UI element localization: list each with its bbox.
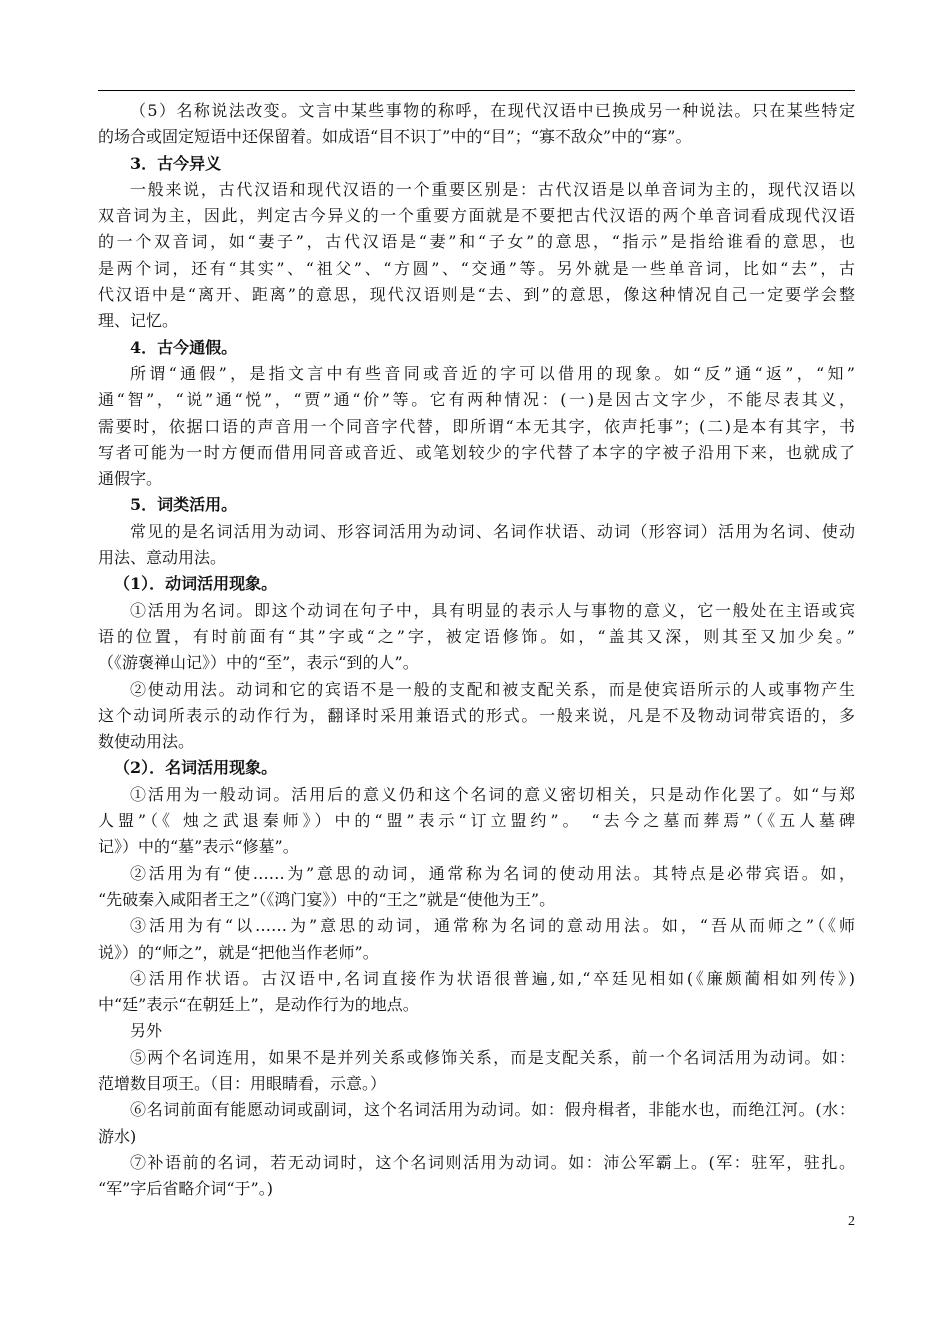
text-line: （5）名称说法改变。文言中某些事物的称呼，在现代汉语中已换成另一种说法。只在某些特定	[130, 101, 855, 120]
text-line: ③活用为有“以……为”意思的动词，通常称为名词的意动用法。如，“吾从而师之”（《师	[130, 916, 855, 936]
text-line: （《游褒禅山记》）中的“至”，表示“到的人”。	[98, 653, 419, 673]
text-line: 游水)	[98, 1126, 137, 1146]
text-line: （1）．动词活用现象。	[114, 574, 278, 594]
para-two-nouns	[98, 1045, 855, 1098]
text-line: ①活用为名词。即这个动词在句子中，具有明显的表示人与事物的意义，它一般处在主语或宾	[130, 600, 855, 620]
text-line: 说》）的“师之”，就是“把他当作老师”。	[98, 942, 379, 962]
text-line: 这个动词所表示的动作行为，翻译时采用兼语式的形式。一般来说，凡是不及物动词带宾语的，多	[98, 705, 855, 725]
heading-verb-flexibility	[98, 571, 855, 597]
para-also	[98, 1018, 855, 1044]
text-line: 常见的是名词活用为动词、形容词活用为动词、名词作状语、动词（形容词）活用为名词、使动	[130, 521, 855, 541]
text-line: 一般来说，古代汉语和现代汉语的一个重要区别是：古代汉语是以单音词为主的，现代汉语以	[130, 179, 855, 199]
para-noun-putative	[98, 913, 855, 966]
para-noun-before-complement	[98, 1150, 855, 1203]
text-line: 理、记忆。	[98, 311, 179, 331]
para-verb-as-noun	[98, 598, 855, 677]
page-number: 2	[848, 1214, 855, 1229]
para-noun-as-verb	[98, 782, 855, 861]
text-line: 记》）中的“墓”表示“修墓”。	[98, 837, 299, 857]
heading-ancient-modern-difference	[98, 151, 855, 177]
text-line: 4．古今通假。	[130, 337, 238, 357]
text-line: ②使动用法。动词和它的宾语不是一般的支配和被支配关系，而是使宾语所示的人或事物产生	[130, 679, 855, 699]
text-line: 的一个双音词，如“妻子”，古代汉语是“妻”和“子女”的意思，“指示”是指给谁看的意思，也	[98, 232, 855, 252]
para-naming-change	[98, 98, 855, 151]
text-line: 数使动用法。	[98, 732, 195, 752]
text-line: 中“廷”表示“在朝廷上”，是动作行为的地点。	[98, 995, 419, 1015]
header-rule	[98, 90, 855, 91]
para-phonetic-loan	[98, 361, 855, 492]
para-word-class-overview	[98, 519, 855, 572]
text-line: ⑤两个名词连用，如果不是并列关系或修饰关系，而是支配关系，前一个名词活用为动词。如：	[130, 1047, 855, 1067]
para-ancient-modern-difference	[98, 177, 855, 335]
para-noun-causative	[98, 861, 855, 914]
text-line: ④活用作状语。古汉语中,名词直接作为状语很普遍,如,“卒廷见相如(《廉颇蔺相如列传》)	[130, 968, 855, 988]
text-line: 通“智”，“说”通“悦”，“贾”通“价”等。它有两种情况：(一)是因古文字少，不能尽表其义，	[98, 390, 855, 410]
text-line: 的场合或固定短语中还保留着。如成语“目不识丁”中的“目”；“寡不敌众”中的“寡”。	[98, 127, 692, 147]
text-line: ①活用为一般动词。活用后的意义仍和这个名词的意义密切相关，只是动作化罢了。如“与郑	[130, 784, 855, 804]
text-line: 语的位置，有时前面有“其”字或“之”字，被定语修饰。如，“盖其又深，则其至又加少矣。”	[98, 626, 855, 646]
heading-noun-flexibility	[98, 755, 855, 781]
text-line: 另外	[130, 1021, 163, 1041]
heading-word-class-flexibility	[98, 492, 855, 518]
text-line: 所谓“通假”，是指文言中有些音同或音近的字可以借用的现象。如“反”通“返”，“知”	[130, 363, 855, 383]
text-line: 双音词为主，因此，判定古今异义的一个重要方面就是不要把古代汉语的两个单音词看成现代汉语	[98, 206, 855, 226]
text-line: 通假字。	[98, 469, 163, 489]
text-line: 代汉语中是“离开、距离”的意思，现代汉语则是“去、到”的意思，像这种情况自己一定要学会整	[98, 285, 855, 305]
text-line: 用法、意动用法。	[98, 548, 227, 568]
para-verb-causative	[98, 677, 855, 756]
heading-phonetic-loan	[98, 335, 855, 361]
text-line: 3．古今异义	[130, 153, 222, 173]
text-line: 5．词类活用。	[130, 495, 238, 515]
text-line: “先破秦入咸阳者王之”（《鸿门宴》）中的“王之”就是“使他为王”。	[98, 889, 556, 909]
text-line: （2）．名词活用现象。	[114, 758, 278, 778]
text-line: 是两个词，还有“其实”、“祖父”、“方圆”、“交通”等。另外就是一些单音词，比如“去”，古	[98, 258, 855, 278]
text-line: 范增数目项王。（目：用眼睛看，示意。）	[98, 1073, 387, 1093]
text-line: “军”字后省略介词“于”。)	[98, 1179, 273, 1199]
text-line: ⑦补语前的名词，若无动词时，这个名词则活用为动词。如：沛公军霸上。(军：驻军，驻扎。	[130, 1152, 855, 1172]
text-line: 写者可能为一时方便而借用同音或音近、或笔划较少的字代替了本字的字被子沿用下来，也就成了	[98, 442, 855, 462]
para-noun-adverbial	[98, 966, 855, 1019]
text-line: 需要时，依据口语的声音用一个同音字代替，即所谓“本无其字，依声托事”；(二)是本有其字，书	[98, 416, 855, 436]
text-line: ⑥名词前面有能愿动词或副词，这个名词活用为动词。如：假舟楫者，非能水也，而绝江河。(水：	[130, 1100, 855, 1120]
document-body	[98, 98, 855, 1202]
text-line: 人盟”（《 烛之武退秦师》）中的“盟”表示“订立盟约”。 “去今之墓而葬焉”（《五人墓碑	[98, 811, 855, 831]
text-line: ②活用为有“使……为”意思的动词，通常称为名词的使动用法。其特点是必带宾语。如，	[130, 863, 855, 883]
para-modal-before-noun	[98, 1097, 855, 1150]
